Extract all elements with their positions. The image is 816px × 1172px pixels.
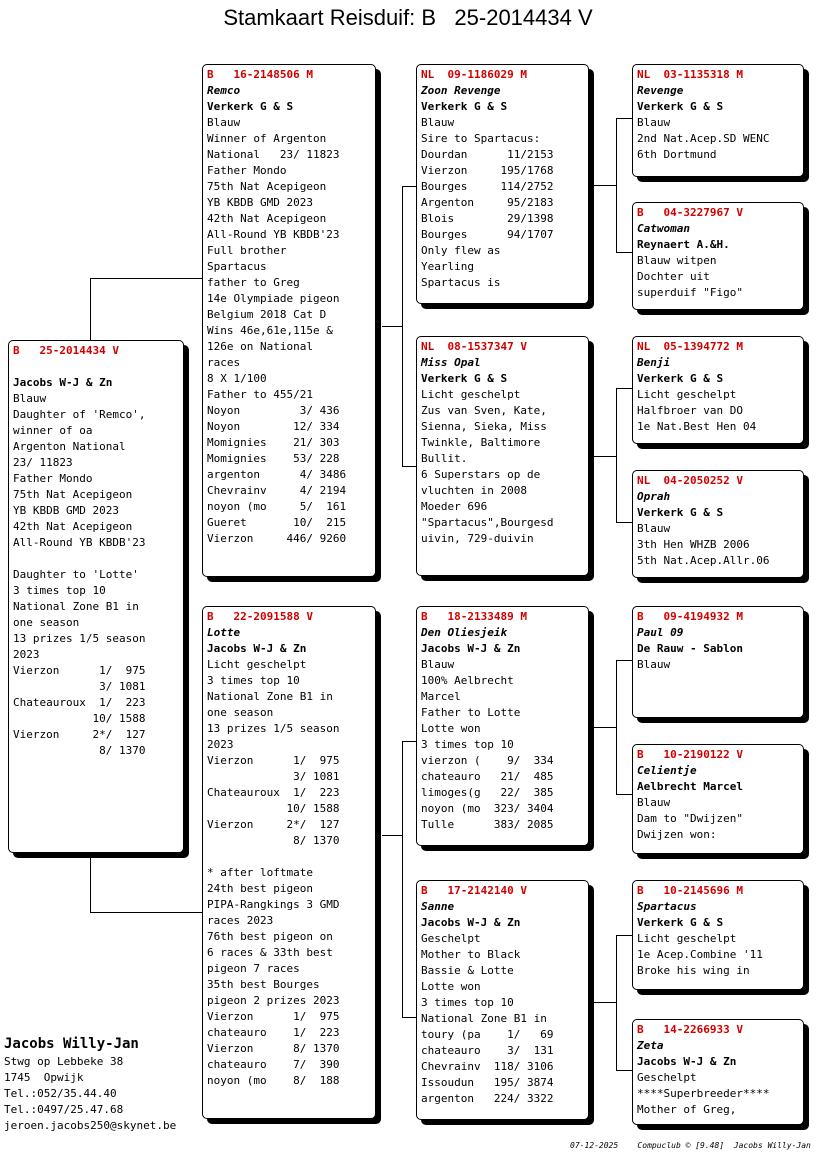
- info-line: Chevrainv 118/ 3106: [421, 1060, 554, 1073]
- info-line: 3th Hen WHZB 2006: [637, 538, 750, 551]
- info-line: Blauw witpen: [637, 254, 717, 267]
- info-line: Bassie & Lotte: [421, 964, 514, 977]
- pigeon-card-ggp-3[interactable]: [632, 336, 804, 444]
- connector-line: [382, 326, 402, 327]
- info-line: Chevrainv 4/ 2194: [207, 484, 347, 497]
- info-line: 3 times top 10: [421, 996, 514, 1009]
- info-line: Sienna, Sieka, Miss: [421, 420, 547, 433]
- info-line: 24th best pigeon: [207, 882, 313, 895]
- info-line: PIPA-Rangkings 3 GMD: [207, 898, 340, 911]
- info-line: pigeon 2 prizes 2023: [207, 994, 340, 1007]
- connector-line: [402, 1017, 416, 1018]
- info-line: Tulle 383/ 2085: [421, 818, 554, 831]
- info-line: 6 races & 33th best: [207, 946, 333, 959]
- info-line: Vierzon 446/ 9260: [207, 532, 347, 545]
- pigeon-card-ggp-7[interactable]: [632, 880, 804, 990]
- info-line: Bourges 94/1707: [421, 228, 554, 241]
- info-line: uivin, 729-duivin: [421, 532, 534, 545]
- connector-line: [616, 794, 632, 795]
- ring-number: B 10-2190122 V: [637, 748, 743, 761]
- info-line: Blauw: [421, 116, 455, 129]
- info-line: Father Mondo: [207, 164, 287, 177]
- info-line: Noyon 12/ 334: [207, 420, 340, 433]
- info-line: Only flew as: [421, 244, 501, 257]
- pigeon-name: Sanne: [421, 900, 455, 913]
- ring-number: B 22-2091588 V: [207, 610, 313, 623]
- connector-line: [616, 388, 632, 389]
- pigeon-owner: Aelbrecht Marcel: [637, 780, 743, 793]
- info-line: Chateauroux 1/ 223: [207, 786, 340, 799]
- info-line: Licht geschelpt: [421, 388, 521, 401]
- connector-line: [616, 935, 617, 1070]
- info-line: [207, 849, 371, 865]
- page-title: Stamkaart Reisduif: B 25-2014434 V: [223, 5, 593, 30]
- info-line: Belgium 2018 Cat D: [207, 308, 327, 321]
- info-line: 10/ 1588: [13, 712, 146, 725]
- info-line: 14e Olympiade pigeon: [207, 292, 340, 305]
- info-line: 3 times top 10: [207, 674, 300, 687]
- info-line: 126e on National: [207, 340, 313, 353]
- info-line: National 23/ 11823: [207, 148, 340, 161]
- info-line: Wins 46e,61e,115e &: [207, 324, 333, 337]
- info-line: Argenton 95/2183: [421, 196, 554, 209]
- ring-number: B 09-4194932 M: [637, 610, 743, 623]
- info-line: All-Round YB KBDB'23: [13, 536, 146, 549]
- info-line: Momignies 21/ 303: [207, 436, 340, 449]
- pigeon-name: Zeta: [637, 1039, 664, 1052]
- connector-line: [616, 118, 617, 252]
- info-line: father to Greg: [207, 276, 300, 289]
- info-line: 75th Nat Acepigeon: [13, 488, 133, 501]
- info-line: YB KBDB GMD 2023: [207, 196, 313, 209]
- info-line: chateauro 1/ 223: [207, 1026, 340, 1039]
- connector-line: [616, 1070, 632, 1071]
- connector-line: [402, 741, 403, 1017]
- info-line: 3/ 1081: [207, 770, 340, 783]
- footer-credits: 07-12-2025 Compuclub © [9.48] Jacobs Willy-Jan: [570, 1141, 811, 1150]
- info-line: Halfbroer van DO: [637, 404, 743, 417]
- info-line: Gueret 10/ 215: [207, 516, 347, 529]
- info-line: Winner of Argenton: [207, 132, 327, 145]
- info-line: one season: [207, 706, 274, 719]
- ring-number: NL 04-2050252 V: [637, 474, 743, 487]
- info-line: Broke his wing in: [637, 964, 750, 977]
- ring-number: B 18-2133489 M: [421, 610, 527, 623]
- info-line: races: [207, 356, 241, 369]
- info-line: Spartacus is: [421, 276, 501, 289]
- ring-number: B 17-2142140 V: [421, 884, 527, 897]
- info-line: 5th Nat.Acep.Allr.06: [637, 554, 770, 567]
- info-line: Chateauroux 1/ 223: [13, 696, 146, 709]
- breeder-mobile: Tel.:0497/25.47.68: [4, 1103, 124, 1116]
- info-line: Father to 455/21: [207, 388, 313, 401]
- pigeon-name: Miss Opal: [421, 356, 481, 369]
- ring-number: B 16-2148506 M: [207, 68, 313, 81]
- info-line: Sire to Spartacus:: [421, 132, 541, 145]
- info-line: Licht geschelpt: [637, 932, 737, 945]
- pigeon-name: Oprah: [637, 490, 671, 503]
- info-line: Vierzon 1/ 975: [207, 754, 340, 767]
- pigeon-card-dam[interactable]: [202, 606, 376, 1119]
- connector-line: [594, 185, 616, 186]
- pigeon-name: Remco: [207, 84, 241, 97]
- info-line: 23/ 11823: [13, 456, 73, 469]
- info-line: Bullit.: [421, 452, 468, 465]
- pigeon-card-ggp-1[interactable]: [632, 64, 804, 177]
- ring-number: B 14-2266933 V: [637, 1023, 743, 1036]
- info-line: races 2023: [207, 914, 274, 927]
- connector-line: [616, 388, 617, 522]
- pigeon-card-ggp-2[interactable]: [632, 202, 804, 310]
- info-line: Blauw: [207, 116, 241, 129]
- pigeon-name: Paul 09: [637, 626, 684, 639]
- pigeon-owner: Reynaert A.&H.: [637, 238, 730, 251]
- info-line: 3 times top 10: [421, 738, 514, 751]
- pigeon-card-dam-sire[interactable]: [416, 606, 589, 846]
- connector-line: [402, 186, 416, 187]
- pigeon-name: Zoon Revenge: [421, 84, 501, 97]
- breeder-city: 1745 Opwijk: [4, 1071, 84, 1084]
- info-line: Noyon 3/ 436: [207, 404, 340, 417]
- connector-line: [90, 912, 204, 913]
- pigeon-owner: Verkerk G & S: [637, 916, 724, 929]
- info-line: Daughter to 'Lotte': [13, 568, 139, 581]
- info-line: Dwijzen won:: [637, 828, 717, 841]
- info-line: Lotte won: [421, 980, 481, 993]
- connector-line: [90, 278, 91, 341]
- info-line: Father to Lotte: [421, 706, 521, 719]
- breeder-phone: Tel.:052/35.44.40: [4, 1087, 117, 1100]
- info-line: toury (pa 1/ 69: [421, 1028, 554, 1041]
- connector-line: [594, 727, 616, 728]
- info-line: 75th Nat Acepigeon: [207, 180, 327, 193]
- pigeon-card-sire-dam[interactable]: [416, 336, 589, 576]
- info-line: winner of oa: [13, 424, 93, 437]
- connector-line: [616, 118, 632, 119]
- info-line: "Spartacus",Bourgesd: [421, 516, 554, 529]
- info-line: YB KBDB GMD 2023: [13, 504, 119, 517]
- pigeon-name: Lotte: [207, 626, 241, 639]
- pigeon-card-ggp-4[interactable]: [632, 470, 804, 578]
- ring-number: B 25-2014434 V: [13, 344, 119, 357]
- pigeon-card-ggp-8[interactable]: [632, 1019, 804, 1125]
- connector-line: [594, 456, 616, 457]
- info-line: Blois 29/1398: [421, 212, 554, 225]
- info-line: 8/ 1370: [13, 744, 146, 757]
- info-line: Zus van Sven, Kate,: [421, 404, 547, 417]
- info-line: Argenton National: [13, 440, 126, 453]
- info-line: argenton 224/ 3322: [421, 1092, 554, 1105]
- info-line: Marcel: [421, 690, 461, 703]
- pigeon-card-ggp-6[interactable]: [632, 744, 804, 854]
- connector-line: [616, 252, 632, 253]
- info-line: 1e Nat.Best Hen 04: [637, 420, 757, 433]
- pigeon-owner: Verkerk G & S: [421, 372, 508, 385]
- pigeon-name: Celientje: [637, 764, 697, 777]
- pigeon-owner: Jacobs W-J & Zn: [13, 376, 113, 389]
- pigeon-owner: Verkerk G & S: [421, 100, 508, 113]
- info-line: noyon (mo 8/ 188: [207, 1074, 340, 1087]
- info-line: Father Mondo: [13, 472, 93, 485]
- info-line: 76th best pigeon on: [207, 930, 333, 943]
- pigeon-owner: Jacobs W-J & Zn: [421, 642, 521, 655]
- info-line: Mother to Black: [421, 948, 521, 961]
- connector-line: [90, 856, 91, 912]
- info-line: Full brother: [207, 244, 287, 257]
- pigeon-card-sire[interactable]: [202, 64, 376, 577]
- info-line: Vierzon 2*/ 127: [13, 728, 146, 741]
- ring-number: NL 09-1186029 M: [421, 68, 527, 81]
- info-line: Issoudun 195/ 3874: [421, 1076, 554, 1089]
- info-line: 42th Nat Acepigeon: [13, 520, 133, 533]
- connector-line: [402, 186, 403, 466]
- connector-line: [402, 741, 416, 742]
- pigeon-owner: Jacobs W-J & Zn: [207, 642, 307, 655]
- info-line: Licht geschelpt: [207, 658, 307, 671]
- pigeon-name: Catwoman: [637, 222, 690, 235]
- info-line: 6 Superstars op de: [421, 468, 541, 481]
- info-line: chateauro 3/ 131: [421, 1044, 554, 1057]
- connector-line: [616, 660, 632, 661]
- info-line: Bourges 114/2752: [421, 180, 554, 193]
- info-line: Geschelpt: [421, 932, 481, 945]
- info-line: 100% Aelbrecht: [421, 674, 514, 687]
- info-line: chateauro 7/ 390: [207, 1058, 340, 1071]
- info-line: National Zone B1 in: [13, 600, 139, 613]
- breeder-info: [4, 1034, 176, 1134]
- info-line: Moeder 696: [421, 500, 488, 513]
- info-line: noyon (mo 323/ 3404: [421, 802, 554, 815]
- info-line: 2nd Nat.Acep.SD WENC: [637, 132, 770, 145]
- ring-number: NL 05-1394772 M: [637, 340, 743, 353]
- breeder-name: Jacobs Willy-Jan: [4, 1036, 139, 1052]
- info-line: Yearling: [421, 260, 474, 273]
- pigeon-name: Benji: [637, 356, 671, 369]
- info-line: ****Superbreeder****: [637, 1087, 770, 1100]
- info-line: superduif "Figo": [637, 286, 743, 299]
- info-line: 2023: [13, 648, 40, 661]
- pigeon-owner: Jacobs W-J & Zn: [421, 916, 521, 929]
- ring-number: B 10-2145696 M: [637, 884, 743, 897]
- info-line: Dam to "Dwijzen": [637, 812, 743, 825]
- info-line: limoges(g 22/ 385: [421, 786, 554, 799]
- info-line: 8 X 1/100: [207, 372, 267, 385]
- pigeon-name: [13, 359, 179, 375]
- connector-line: [594, 1002, 616, 1003]
- info-line: Blauw: [637, 796, 671, 809]
- pigeon-name: Revenge: [637, 84, 684, 97]
- info-line: Blauw: [13, 392, 47, 405]
- info-line: 8/ 1370: [207, 834, 340, 847]
- pigeon-card-subject[interactable]: [8, 340, 184, 853]
- pigeon-owner: Verkerk G & S: [637, 506, 724, 519]
- info-line: 1e Acep.Combine '11: [637, 948, 763, 961]
- info-line: Momignies 53/ 228: [207, 452, 340, 465]
- info-line: 3 times top 10: [13, 584, 106, 597]
- info-line: [13, 551, 179, 567]
- info-line: 13 prizes 1/5 season: [13, 632, 146, 645]
- info-line: Vierzon 1/ 975: [207, 1010, 340, 1023]
- connector-line: [90, 278, 204, 279]
- pigeon-card-dam-dam[interactable]: [416, 880, 589, 1120]
- info-line: argenton 4/ 3486: [207, 468, 347, 481]
- info-line: Vierzon 1/ 975: [13, 664, 146, 677]
- breeder-email[interactable]: jeroen.jacobs250@skynet.be: [4, 1119, 177, 1132]
- info-line: Mother of Greg,: [637, 1103, 737, 1116]
- info-line: Vierzon 8/ 1370: [207, 1042, 340, 1055]
- connector-line: [402, 466, 416, 467]
- info-line: noyon (mo 5/ 161: [207, 500, 347, 513]
- pigeon-card-ggp-5[interactable]: [632, 606, 804, 718]
- ring-number: NL 08-1537347 V: [421, 340, 527, 353]
- pigeon-name: Spartacus: [637, 900, 697, 913]
- ring-number: B 04-3227967 V: [637, 206, 743, 219]
- info-line: Dochter uit: [637, 270, 710, 283]
- info-line: Vierzon 2*/ 127: [207, 818, 340, 831]
- info-line: 35th best Bourges: [207, 978, 320, 991]
- info-line: Daughter of 'Remco',: [13, 408, 146, 421]
- info-line: Geschelpt: [637, 1071, 697, 1084]
- ring-number: NL 03-1135318 M: [637, 68, 743, 81]
- info-line: Licht geschelpt: [637, 388, 737, 401]
- info-line: Blauw: [421, 658, 455, 671]
- pigeon-owner: De Rauw - Sablon: [637, 642, 743, 655]
- info-line: vluchten in 2008: [421, 484, 527, 497]
- info-line: 6th Dortmund: [637, 148, 717, 161]
- info-line: Spartacus: [207, 260, 267, 273]
- info-line: * after loftmate: [207, 866, 313, 879]
- info-line: Dourdan 11/2153: [421, 148, 554, 161]
- info-line: National Zone B1 in: [207, 690, 333, 703]
- info-line: All-Round YB KBDB'23: [207, 228, 340, 241]
- connector-line: [616, 522, 632, 523]
- info-line: 3/ 1081: [13, 680, 146, 693]
- pigeon-name: Den Oliesjeik: [421, 626, 508, 639]
- pigeon-owner: Verkerk G & S: [207, 100, 294, 113]
- info-line: Blauw: [637, 658, 671, 671]
- info-line: Vierzon 195/1768: [421, 164, 554, 177]
- pigeon-owner: Verkerk G & S: [637, 100, 724, 113]
- info-line: pigeon 7 races: [207, 962, 300, 975]
- info-line: National Zone B1 in: [421, 1012, 547, 1025]
- info-line: 42th Nat Acepigeon: [207, 212, 327, 225]
- info-line: Lotte won: [421, 722, 481, 735]
- info-line: vierzon ( 9/ 334: [421, 754, 554, 767]
- info-line: 2023: [207, 738, 234, 751]
- breeder-address: Stwg op Lebbeke 38: [4, 1055, 124, 1068]
- info-line: chateauro 21/ 485: [421, 770, 554, 783]
- info-line: Blauw: [637, 522, 671, 535]
- pigeon-owner: Jacobs W-J & Zn: [637, 1055, 737, 1068]
- info-line: 10/ 1588: [207, 802, 340, 815]
- pigeon-owner: Verkerk G & S: [637, 372, 724, 385]
- pigeon-card-sire-sire[interactable]: [416, 64, 589, 304]
- info-line: Blauw: [637, 116, 671, 129]
- info-line: 13 prizes 1/5 season: [207, 722, 340, 735]
- connector-line: [382, 835, 402, 836]
- connector-line: [616, 660, 617, 794]
- info-line: Twinkle, Baltimore: [421, 436, 541, 449]
- connector-line: [616, 935, 632, 936]
- info-line: one season: [13, 616, 80, 629]
